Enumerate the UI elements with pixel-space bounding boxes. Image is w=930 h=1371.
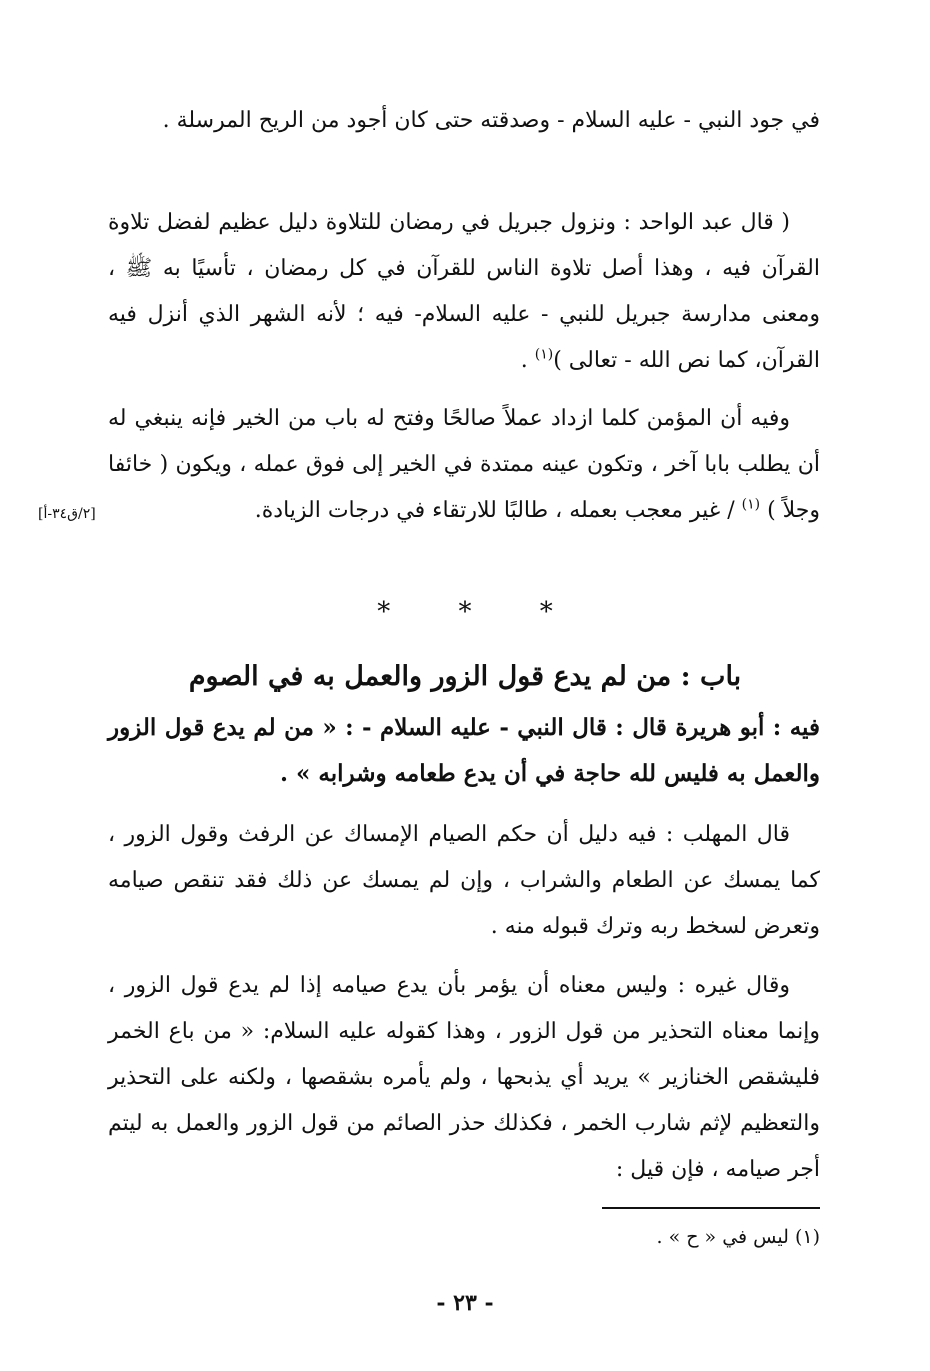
paragraph-2-main: ( قال عبد الواحد : ونزول جبريل في رمضان للتلاوة دليل عظيم لفضل تلاوة القرآن فيه ، وهذا أصل تلاوة الناس للقرآن في كل رمضان ، تأسيًا به ﷺ ، ومعنى مدارسة جبريل للنبي - عليه السلام- فيه ؛ لأنه الشهر الذي أنزل فيه القرآن، كما نص الله - تعالى ): [108, 210, 820, 373]
separator-star: *: [539, 597, 553, 627]
paragraph-4: [108, 812, 820, 950]
paragraph-1: [108, 98, 820, 144]
paragraph-3-text: [108, 396, 820, 534]
footnote-divider: [602, 1207, 820, 1209]
hadith-block: [108, 705, 820, 797]
paragraph-2-end: .: [520, 348, 535, 373]
footnote: (١) ليس في « ح » .: [656, 1226, 820, 1248]
section-separator: [0, 597, 930, 627]
separator-star: *: [377, 597, 391, 627]
paragraph-3: [108, 396, 820, 534]
section-heading: باب : من لم يدع قول الزور والعمل به في الصوم: [188, 661, 742, 692]
paragraph-3-part-b: / غير معجب بعمله ، طالبًا للارتقاء في درجات الزيادة.: [254, 498, 742, 523]
paragraph-1-text: في جود النبي - عليه السلام - وصدقته حتى كان أجود من الريح المرسلة .: [162, 108, 820, 133]
page-number: - ٢٣ -: [436, 1290, 494, 1316]
separator-star: *: [458, 597, 472, 627]
paragraph-5: [108, 963, 820, 1193]
manuscript-margin-note: [٢/ق٣٤-أ]: [38, 506, 96, 522]
footnote-ref-2: (١): [741, 496, 761, 513]
paragraph-2-text: [108, 200, 820, 384]
paragraph-3-part-a: وفيه أن المؤمن كلما ازداد عملاً صالحًا وفتح له باب من الخير فإنه ينبغي له أن يطلب بابا آخر ، وتكون عينه ممتدة في الخير إلى فوق عمله ، ويكون ( خائفا وجلاً ): [108, 406, 820, 523]
paragraph-4-text: قال المهلب : فيه دليل أن حكم الصيام الإمساك عن الرفث وقول الزور ، كما يمسك عن الطعام والشراب ، وإن لم يمسك عن ذلك فقد تنقص صيامه وتعرض لسخط ربه وترك قبوله منه .: [108, 822, 820, 939]
hadith-text: فيه : أبو هريرة قال : قال النبي - عليه السلام - : « من لم يدع قول الزور والعمل به فليس لله حاجة في أن يدع طعامه وشرابه » .: [108, 714, 820, 787]
footnote-ref-1: (١): [534, 346, 554, 363]
paragraph-2: [108, 200, 820, 384]
paragraph-5-text: وقال غيره : وليس معناه أن يؤمر بأن يدع صيامه إذا لم يدع قول الزور ، وإنما معناه التحذير من قول الزور ، وهذا كقوله عليه السلام: « من باع الخمر فليشقص الخنازير » يريد أي يذبحها ، ولم يأمره بشقصها ، ولكنه على التحذير والتعظيم لإثم شارب الخمر ، فكذلك حذر الصائم من قول الزور والعمل به ليتم أجر صيامه ، فإن قيل :: [108, 973, 820, 1182]
